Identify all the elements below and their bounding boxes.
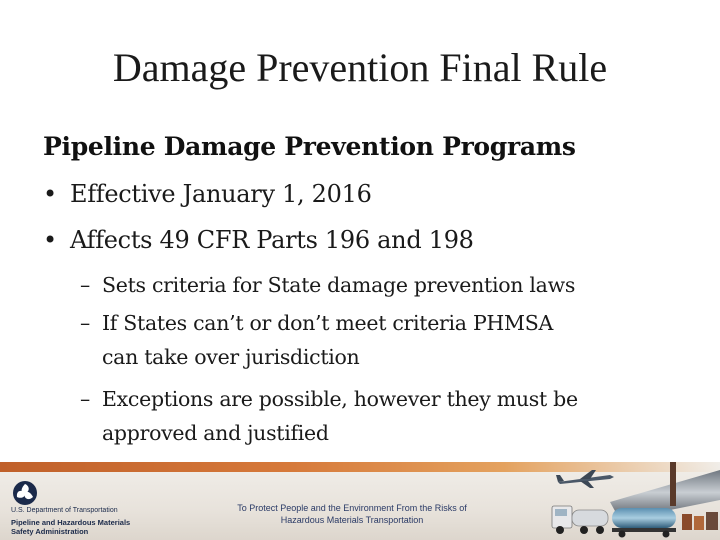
bullet-item: [43, 180, 372, 208]
mission-tagline: [222, 502, 482, 526]
agency-name: [11, 518, 130, 536]
section-heading: Pipeline Damage Prevention Programs: [43, 132, 576, 161]
bullet-glyph: •: [43, 180, 57, 208]
tagline-line-2: Hazardous Materials Transportation: [280, 515, 424, 525]
bullet-glyph: •: [43, 226, 57, 254]
agency-line-1: Pipeline and Hazardous Materials: [11, 518, 131, 527]
dash-glyph: –: [80, 273, 90, 297]
slide-title: Damage Prevention Final Rule: [112, 45, 608, 90]
bullet-text: Effective January 1, 2016: [70, 180, 372, 208]
dash-glyph: –: [80, 387, 90, 411]
rail-tank-car-icon: [612, 508, 676, 538]
dept-name: U.S. Department of Transportation: [11, 507, 118, 514]
agency-line-2: Safety Administration: [11, 527, 89, 536]
transport-artwork: [550, 462, 720, 540]
sub-bullet-continuation: can take over jurisdiction: [102, 345, 360, 369]
sub-bullet-text: Sets criteria for State damage prevention laws: [102, 273, 576, 297]
sub-bullet-continuation: approved and justified: [102, 421, 329, 445]
bullet-text: Affects 49 CFR Parts 196 and 198: [70, 226, 474, 254]
dot-triskelion-logo-icon: [12, 480, 38, 506]
bullet-item: [43, 226, 474, 254]
tagline-line-1: To Protect People and the Environment From the Risks of: [237, 503, 467, 513]
airplane-icon: [556, 470, 614, 488]
sub-bullet-item: [80, 306, 553, 374]
sub-bullet-item: [80, 268, 575, 302]
sub-bullet-text: Exceptions are possible, however they must be: [102, 387, 578, 411]
barrels-icon: [682, 512, 718, 530]
tanker-truck-icon: [552, 506, 608, 534]
sub-bullet-item: [80, 382, 578, 450]
sub-bullet-text: If States can’t or don’t meet criteria PHMSA: [102, 311, 553, 335]
dash-glyph: –: [80, 311, 90, 335]
footer-banner: [0, 462, 720, 540]
